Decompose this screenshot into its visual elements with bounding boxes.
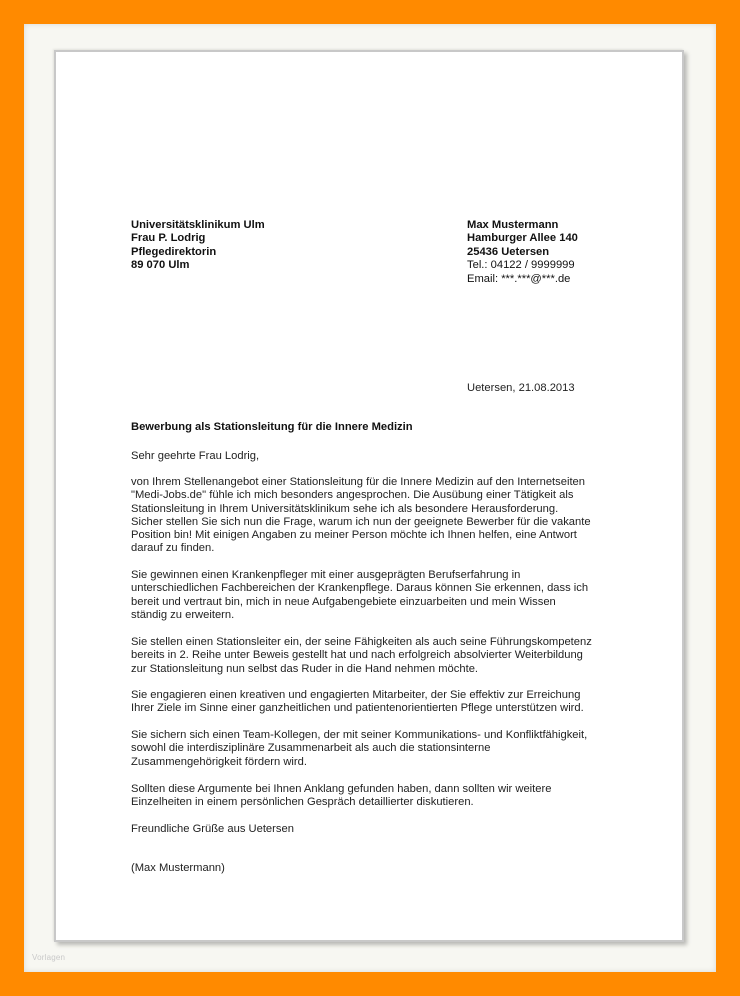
text-line: Sie engagieren einen kreativen und engagierten Mitarbeiter, der Sie effektiv zur Erreichung bbox=[131, 689, 581, 701]
text-line: sowohl die interdisziplinäre Zusammenarbeit als auch die stationsinterne bbox=[131, 742, 491, 755]
recipient-name: Frau P. Lodrig bbox=[131, 232, 206, 245]
watermark: Vorlagen bbox=[32, 953, 66, 962]
text-line: bereits in 2. Reihe unter Beweis gestellt hat und nach erfolgreich absolvierter Weiterbildung bbox=[131, 649, 583, 662]
text-line: Sollten diese Argumente bei Ihnen Anklang gefunden haben, dann sollten wir weitere bbox=[131, 783, 552, 795]
sender-city: 25436 Uetersen bbox=[467, 245, 550, 258]
text-line: Stationsleitung in Ihrem Universitätsklinikum sehe ich als besondere Herausforderung. bbox=[131, 502, 559, 515]
text-line: zur Stationsleitung nun selbst das Ruder in die Hand nehmen möchte. bbox=[131, 662, 479, 675]
text-line: Sie gewinnen einen Krankenpfleger mit einer ausgeprägten Berufserfahrung in bbox=[131, 569, 521, 581]
text-line: von Ihrem Stellenangebot einer Stationsleitung für die Innere Medizin auf den Internetseiten bbox=[131, 476, 586, 488]
text-line: "Medi-Jobs.de" fühle ich mich besonders angesprochen. Die Ausübung einer Tätigkeit als bbox=[131, 489, 574, 502]
text-line: unterschiedlichen Fachbereichen der Krankenpflege. Daraus können Sie erkennen, dass ich bbox=[131, 582, 589, 595]
text-line: darauf zu finden. bbox=[131, 542, 215, 555]
paragraph-2 bbox=[131, 569, 611, 622]
recipient-org: Universitätsklinikum Ulm bbox=[131, 219, 265, 231]
paragraph-5 bbox=[131, 729, 611, 769]
paragraph-3 bbox=[131, 636, 611, 676]
recipient-role: Pflegedirektorin bbox=[131, 245, 217, 258]
salutation bbox=[131, 450, 611, 463]
closing-line: Freundliche Grüße aus Uetersen bbox=[131, 823, 294, 835]
recipient-city: 89 070 Ulm bbox=[131, 259, 190, 272]
signature bbox=[131, 862, 611, 875]
recipient-address bbox=[131, 219, 265, 273]
letter-subject: Bewerbung als Stationsleitung für die Innere Medizin bbox=[131, 421, 413, 433]
text-line: Ihrer Ziele im Sinne einer ganzheitlichen und patientenorientierten Pflege unterstützen wird. bbox=[131, 702, 584, 715]
text-line: Sie sichern sich einen Team-Kollegen, der mit seiner Kommunikations- und Konfliktfähigkeit, bbox=[131, 729, 588, 741]
signature-line: (Max Mustermann) bbox=[131, 862, 225, 874]
text-line: Sie stellen einen Stationsleiter ein, der seine Fähigkeiten als auch seine Führungskompetenz bbox=[131, 636, 592, 648]
sender-email: Email: ***.***@***.de bbox=[467, 272, 571, 285]
salutation-line: Sehr geehrte Frau Lodrig, bbox=[131, 450, 260, 462]
text-line: Sicher stellen Sie sich nun die Frage, warum ich nun der geeignete Bewerber für die vakante bbox=[131, 515, 591, 528]
text-line: ständig zu erweitern. bbox=[131, 608, 235, 621]
sender-address bbox=[467, 219, 578, 286]
closing bbox=[131, 823, 611, 836]
sender-phone: Tel.: 04122 / 9999999 bbox=[467, 259, 575, 272]
sender-name: Max Mustermann bbox=[467, 219, 559, 231]
text-line: Einzelheiten in einem persönlichen Gespräch detaillierter diskutieren. bbox=[131, 796, 474, 809]
text-line: Position bin! Mit einigen Angaben zu meiner Person möchte ich Ihnen helfen, eine Antwort bbox=[131, 529, 577, 542]
letter-date: Uetersen, 21.08.2013 bbox=[467, 382, 575, 394]
text-line: Zusammengehörigkeit fördern wird. bbox=[131, 755, 307, 768]
paragraph-1 bbox=[131, 476, 611, 556]
text-line: bereit und vertraut bin, mich in neue Aufgabengebiete einzuarbeiten und mein Wissen bbox=[131, 595, 556, 608]
paragraph-4 bbox=[131, 689, 611, 716]
sender-street: Hamburger Allee 140 bbox=[467, 232, 578, 245]
paragraph-6 bbox=[131, 783, 611, 810]
